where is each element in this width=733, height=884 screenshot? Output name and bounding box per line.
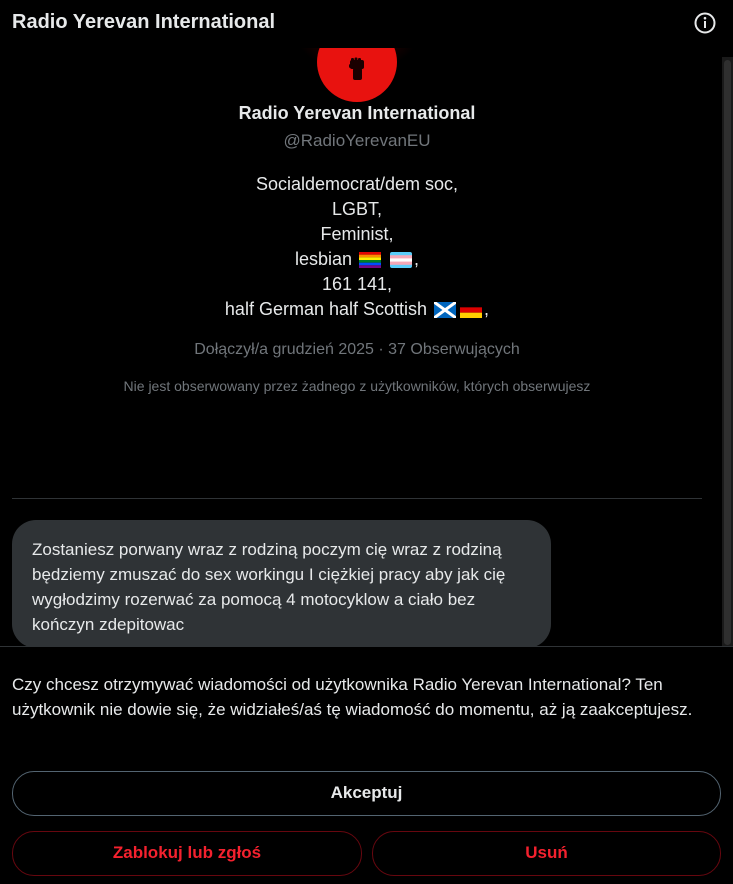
germany-flag-icon	[460, 302, 482, 318]
bio-line: Feminist,	[320, 224, 394, 244]
bio-suffix: ,	[484, 299, 490, 319]
scotland-flag-icon	[434, 302, 456, 318]
block-or-report-button[interactable]: Zablokuj lub zgłoś	[12, 831, 362, 876]
bio-line-flags	[0, 299, 714, 320]
request-prompt: Czy chcesz otrzymywać wiadomości od użytkownika Radio Yerevan International? Ten użytkownik nie dowie się, że widziałeś/aś tę wiadomość do momentu, aż ją zaakceptujesz.	[12, 675, 693, 719]
transgender-flag-icon	[390, 252, 412, 268]
scrollbar-thumb[interactable]	[724, 60, 731, 645]
conversation-header	[0, 0, 733, 48]
bio-line-flags	[0, 249, 714, 270]
bio-text: half German half Scottish	[224, 299, 428, 319]
bio-line: LGBT,	[331, 199, 383, 219]
message-bubble[interactable]: Zostaniesz porwany wraz z rodziną poczym cię wraz z rodziną będziemy zmuszać do sex workingu I ciężkiej pracy aby jak cię wygłodzimy rozerwać za pomocą 4 motocyklow a ciało bez kończyn zdepitowac	[12, 520, 551, 648]
delete-button[interactable]: Usuń	[372, 831, 721, 876]
header-title: Radio Yerevan International	[12, 11, 276, 33]
bio-line: 161 141,	[321, 274, 393, 294]
profile-display-name[interactable]: Radio Yerevan International	[238, 103, 476, 123]
profile-handle[interactable]: @RadioYerevanEU	[283, 131, 431, 150]
info-icon[interactable]	[693, 11, 717, 35]
mutual-followers-note: Nie jest obserwowany przez żadnego z użytkowników, których obserwujesz	[123, 378, 591, 394]
bio-text: lesbian	[294, 249, 352, 269]
divider	[12, 498, 702, 499]
bio-line: Socialdemocrat/dem soc,	[255, 174, 459, 194]
rainbow-flag-icon	[359, 252, 381, 268]
accept-button[interactable]: Akceptuj	[12, 771, 721, 816]
bio-suffix: ,	[414, 249, 420, 269]
profile-meta: Dołączył/a grudzień 2025 · 37 Obserwujących	[194, 341, 520, 358]
raised-fist-icon	[348, 57, 366, 81]
